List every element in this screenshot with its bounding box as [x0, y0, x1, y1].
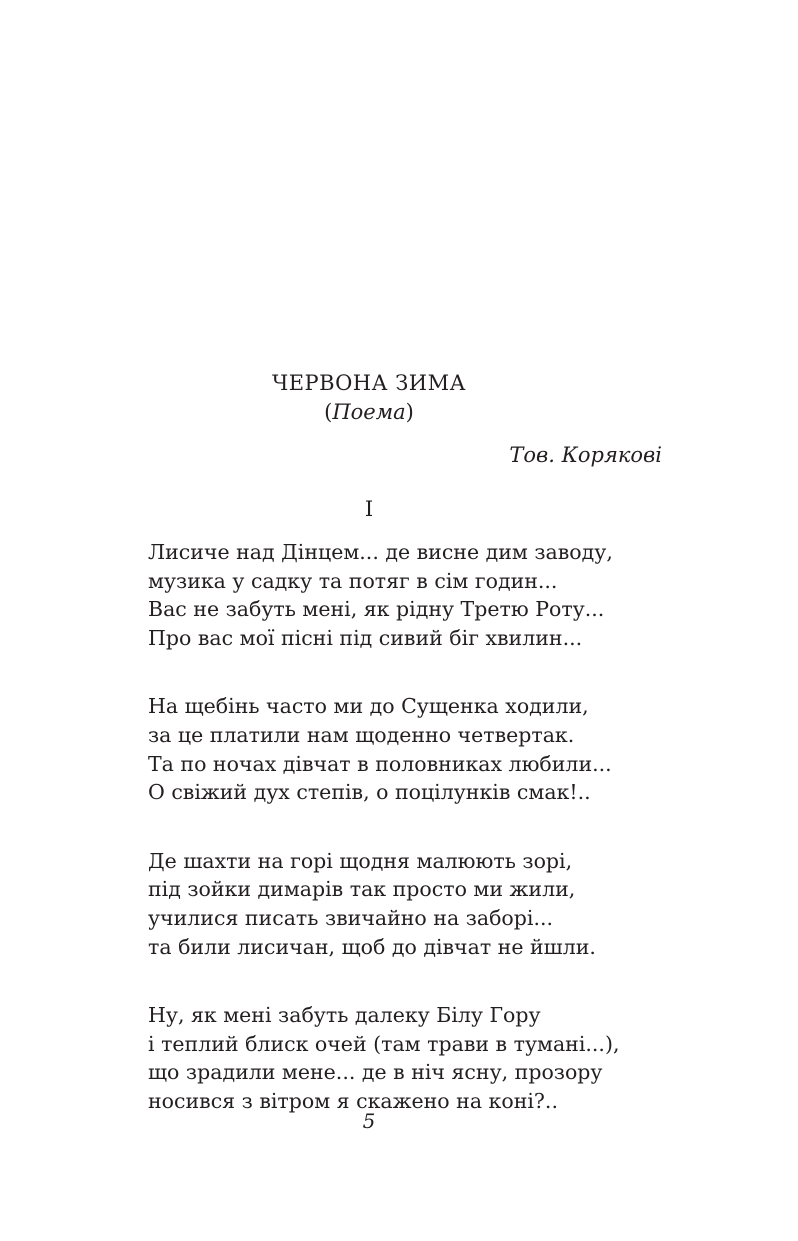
poem-subtitle — [148, 399, 590, 425]
poem-line: На щебінь часто ми до Сущенка ходили, — [148, 694, 589, 719]
poem-line: Вас не забуть мені, як рідну Третю Роту... — [148, 597, 605, 622]
poem-line: під зойки димарів так просто ми жили, — [148, 877, 576, 902]
poem-line: за це платили нам щоденно четвертак. — [148, 722, 575, 747]
subtitle-text: Поема — [332, 400, 406, 424]
poem-line: Ну, як мені забуть далеку Білу Гору — [148, 1003, 541, 1028]
dedication: Тов. Корякові — [509, 443, 662, 467]
poem-line: і теплий блиск очей (там трави в тумані...), — [148, 1031, 620, 1056]
poem-line: та били лисичан, щоб до дівчат не йшли. — [148, 934, 596, 959]
section-number: I — [364, 497, 374, 521]
subtitle-close-paren: ) — [405, 400, 414, 424]
poem-line: училися писать звичайно на заборі... — [148, 905, 554, 930]
stanza-2 — [148, 692, 668, 806]
stanza-1 — [148, 538, 668, 652]
poem-body — [148, 538, 668, 1156]
poem-line: музика у садку та потяг в сім годин... — [148, 568, 558, 593]
stanza-4 — [148, 1001, 668, 1115]
poem-line: Де шахти на горі щодня малюють зорі, — [148, 848, 573, 873]
poem-line: носився з вітром я скажено на коні?.. — [148, 1088, 558, 1113]
poem-title: ЧЕРВОНА ЗИМА — [271, 371, 467, 395]
poem-line: що зрадили мене... де в ніч ясну, прозору — [148, 1060, 603, 1085]
stanza-3 — [148, 847, 668, 961]
poem-line: О свіжий дух степів, о поцілунків смак!.. — [148, 780, 591, 805]
poem-line: Лисиче над Дінцем... де висне дим заводу, — [148, 540, 613, 564]
subtitle-open-paren: ( — [324, 400, 333, 424]
page-number: 5 — [362, 1109, 376, 1133]
poem-line: Про вас мої пісні під сивий біг хвилин... — [148, 625, 583, 650]
poem-line: Та по ночах дівчат в половниках любили... — [148, 751, 612, 776]
